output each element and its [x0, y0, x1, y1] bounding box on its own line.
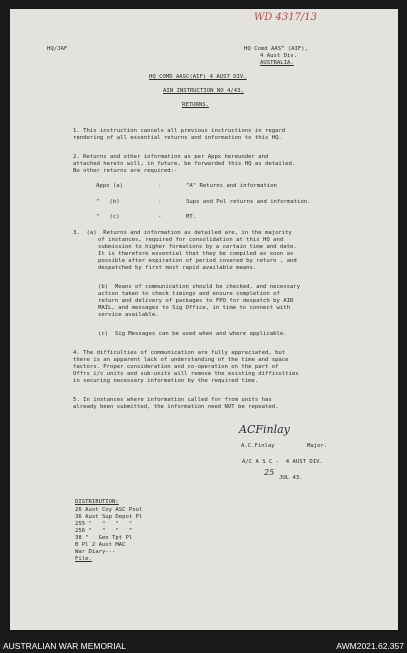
- distribution-heading: DISTRIBUTION:: [75, 499, 119, 505]
- appendix-c-dash: -: [158, 214, 162, 220]
- appendix-b-text: Sups and Pol returns and information.: [186, 199, 311, 205]
- distribution-item: 38 " Gen Tpt Pl: [75, 535, 133, 541]
- institution-name: AUSTRALIAN WAR MEMORIAL: [3, 641, 126, 651]
- subject-heading: RETURNS.: [182, 102, 209, 108]
- distribution-item: War Diary---: [75, 549, 116, 555]
- address-line-3: AUSTRALIA.: [260, 60, 294, 66]
- appendix-c-label: " (c): [96, 214, 120, 220]
- para3b-line-3: return and delivery of packages to FPO for despatch by AIR: [98, 298, 294, 304]
- distribution-item: 255 " " " ": [75, 521, 133, 527]
- para5-line-1: 5. In instances where information called for from units has: [73, 397, 272, 403]
- para4-line-2: there is an apparent lack of understanding of the time and space: [73, 357, 289, 363]
- distribution-item: File.: [75, 556, 92, 562]
- para5-line-2: already been submitted, the information need NOT be repeated.: [73, 404, 279, 410]
- signatory-appointment: A/C A S C - 4 AUST DIV.: [242, 459, 323, 465]
- address-line-2: 4 Aust Div.: [260, 53, 298, 59]
- accession-number: AWM2021.62.357: [336, 641, 404, 651]
- appendix-a-text: "A" Returns and information: [186, 183, 277, 189]
- document-page: [10, 9, 398, 630]
- para3a-line-6: despatched by first most rapid available means.: [98, 265, 257, 271]
- distribution-item: 256 " " " ": [75, 528, 133, 534]
- para2-line-2: attached hereto will, in future, be forwarded this HQ as detailed.: [73, 161, 296, 167]
- para4-line-4: Offrs i/c units and sub-units will remove the existing difficulties: [73, 371, 299, 377]
- para3a-line-4: It is therefore essential that they be compiled as soon as: [98, 251, 294, 257]
- instruction-number: AIN INSTRUCTION NO 4/43.: [163, 88, 244, 94]
- handwritten-reference-note: WD 4317/13: [254, 12, 318, 23]
- address-line-1: HQ Comd AAS™ (AIF),: [244, 46, 308, 52]
- para3c-line-1: (c) Sig Messages can be used when and where applicable.: [98, 331, 287, 337]
- para3b-line-1: (b) Means of communication should be checked, and necessary: [98, 284, 301, 290]
- para4-line-1: 4. The difficulties of communication are fully appreciated, but: [73, 350, 286, 356]
- para3b-line-4: MAIL, and messages to Sig Office, in time to connect with: [98, 305, 290, 311]
- para3a-line-1: 3. (a) Returns and information as detailed are, in the majority: [73, 230, 292, 236]
- appendix-a-label: Appx (a): [96, 183, 123, 189]
- appendix-b-label: " (b): [96, 199, 120, 205]
- signatory-name: A.C.Finlay: [241, 443, 275, 449]
- signatory-rank: Major.: [307, 443, 328, 449]
- para3a-line-2: of instances, required for consolidation at this HQ and: [98, 237, 284, 243]
- para4-line-5: in securing necessary information by the required time.: [73, 378, 259, 384]
- appendix-a-dash: -: [158, 183, 162, 189]
- para4-line-3: factors. Proper consideration and co-operation on the part of: [73, 364, 279, 370]
- distribution-item: 26 Aust Coy ASC Pool: [75, 507, 143, 513]
- appendix-c-text: MT.: [186, 214, 197, 220]
- appendix-b-dash: -: [158, 199, 162, 205]
- date-month-year: JUL 43.: [279, 475, 303, 481]
- para3b-line-2: action taken to check timings and ensure completion of: [98, 291, 280, 297]
- distribution-item: B Pl 2 Aust MAC: [75, 542, 126, 548]
- para1-line-1: 1. This instruction cancels all previous instructions in regard: [73, 128, 286, 134]
- archive-footer: [0, 633, 407, 653]
- handwritten-date-day: 25: [264, 468, 275, 477]
- para3b-line-5: service available.: [98, 312, 159, 318]
- para2-line-1: 2. Returns and other information as per Appx hereunder and: [73, 154, 269, 160]
- para3a-line-5: possible after expiration of period covered by return , and: [98, 258, 297, 264]
- handwritten-signature: ACFinlay: [239, 423, 290, 436]
- para3a-line-3: submission to higher formations by a certain time and date.: [98, 244, 297, 250]
- para2-line-3: No other returns are required:-: [73, 168, 178, 174]
- distribution-item: 36 Aust Sup Depot Pl: [75, 514, 143, 520]
- document-heading: HQ COMD AASC(AIF) 4 AUST DIV.: [149, 74, 247, 80]
- file-reference: HQ/JAF: [47, 46, 68, 52]
- para1-line-2: rendering of all essential returns and information to this HQ.: [73, 135, 282, 141]
